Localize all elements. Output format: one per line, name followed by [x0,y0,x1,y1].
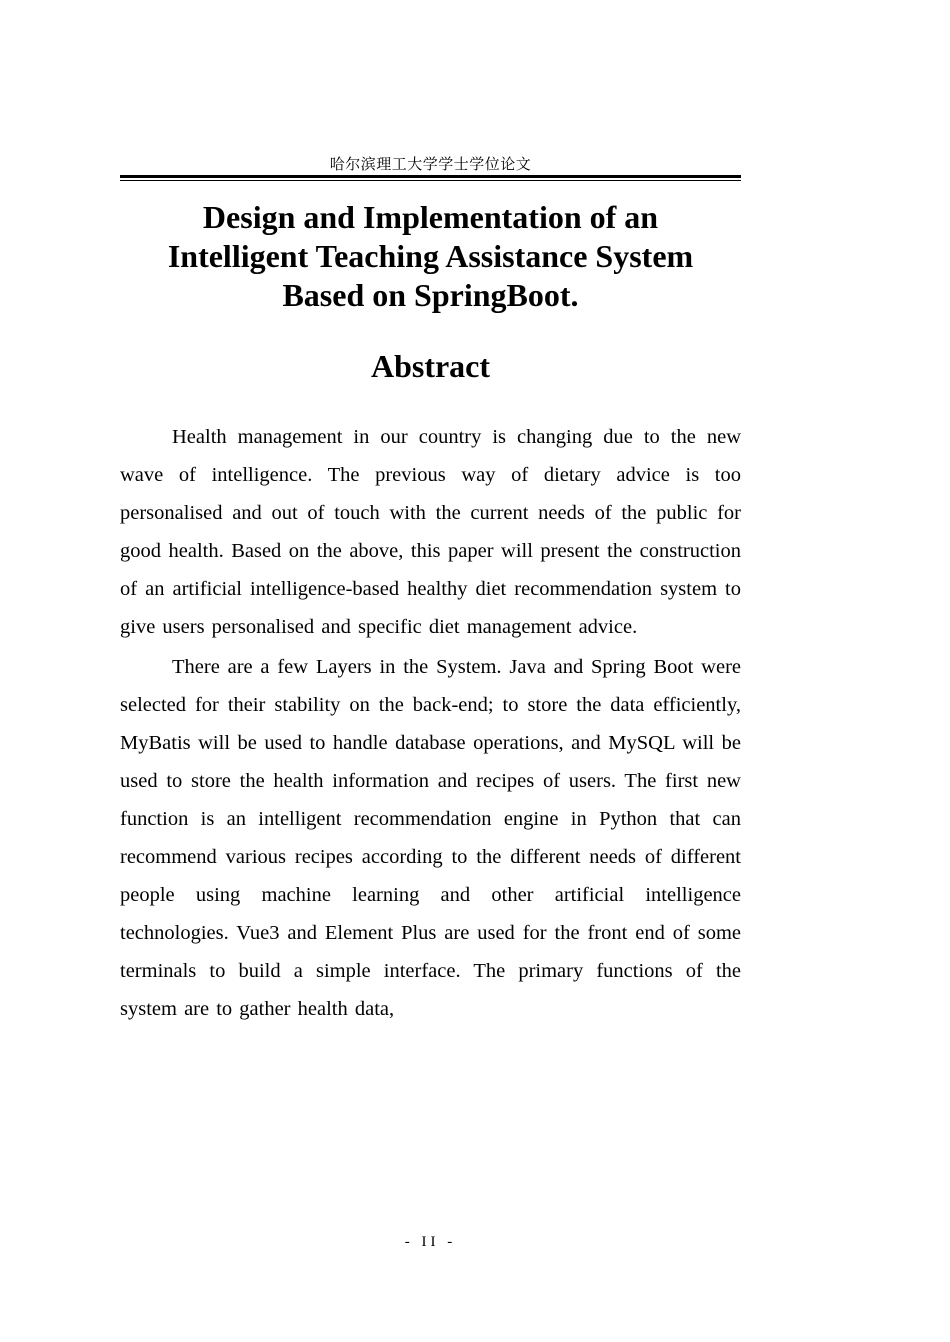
abstract-paragraph-1: Health management in our country is changing due to the new wave of intelligence. The previous way of dietary advice is too personalised and out of touch with the current needs of the public for good health. Based on the above, this paper will present the construction of an artificial intelligence-based healthy diet recommendation system to give users personalised and specific diet management advice. [120,426,741,639]
header-rule-thin [120,180,741,181]
abstract-heading: Abstract [370,348,491,384]
title-line-1: Design and Implementation of an [202,199,659,235]
running-header: 哈尔滨理工大学学士学位论文 [329,155,532,173]
thesis-title [120,198,741,315]
abstract-paragraph-2: There are a few Layers in the System. Java and Spring Boot were selected for their stability on the back-end; to store the data efficiently, MyBatis will be used to handle database operations, and MySQL will be used to store the health information and recipes of users. The first new function is an intelligent recommendation engine in Python that can recommend various recipes according to the different needs of different people using machine learning and other artificial intelligence technologies. Vue3 and Element Plus are used for the front end of some terminals to build a simple interface. The primary functions of the system are to gather health data, [120,655,741,1021]
page-number: - II - [404,1234,457,1250]
title-line-3: Based on SpringBoot. [282,277,579,313]
header-rule-thick [120,175,741,178]
title-line-2: Intelligent Teaching Assistance System [167,238,694,274]
abstract-body [120,418,741,1030]
